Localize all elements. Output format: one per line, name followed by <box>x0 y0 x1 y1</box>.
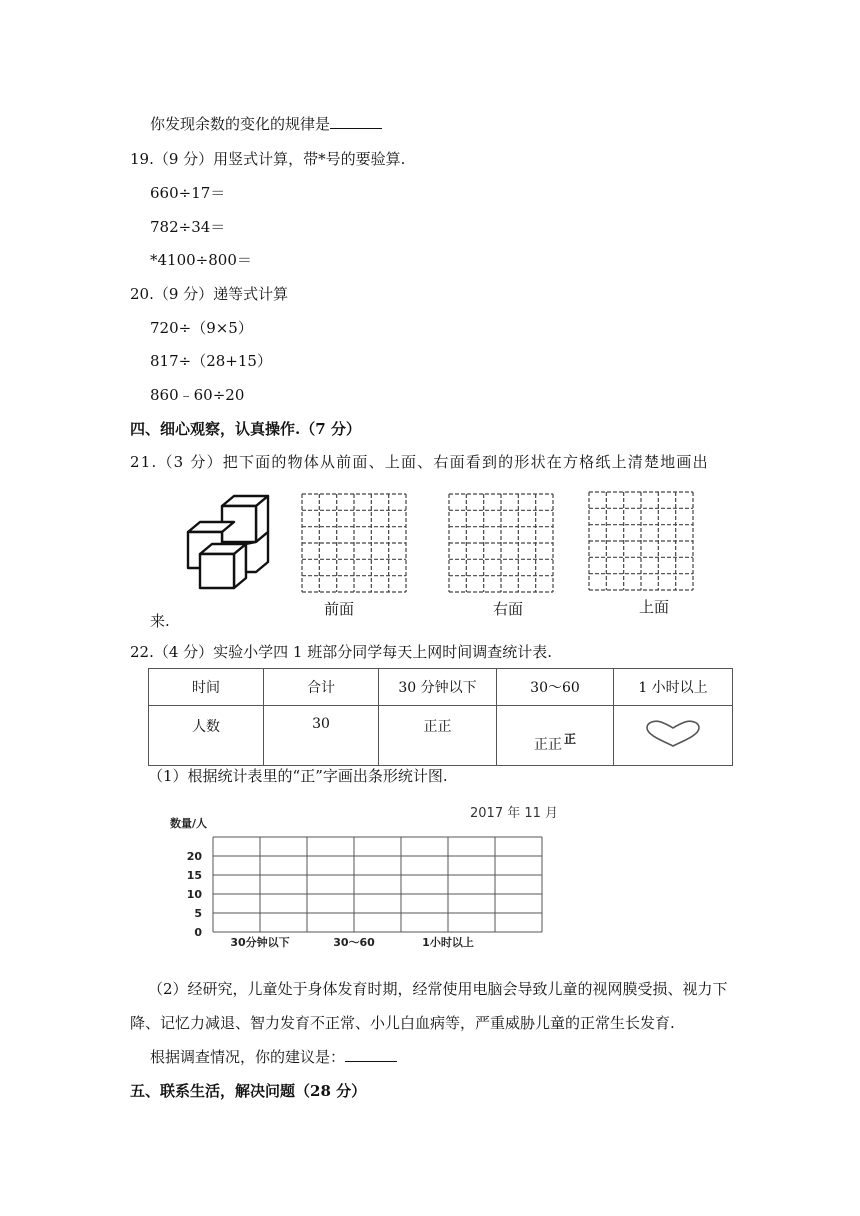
tally-partial: 正 <box>563 731 576 746</box>
q21-end: 来. <box>150 612 170 630</box>
header-under-30: 30 分钟以下 <box>379 669 497 706</box>
x-category-label: 30～60 <box>333 936 375 949</box>
q19-expr-c: *4100÷800＝ <box>150 251 252 269</box>
suggestion-blank[interactable] <box>345 1047 397 1062</box>
y-tick-label: 15 <box>186 869 202 882</box>
chart-ylabel: 数量/人 <box>170 817 208 830</box>
suggestion-text: 根据调查情况，你的建议是： <box>150 1048 346 1066</box>
survey-table <box>148 668 733 766</box>
q21-title: 21.（3 分）把下面的物体从前面、上面、右面看到的形状在方格纸上清楚地画出 <box>130 453 709 471</box>
row-label-people: 人数 <box>149 706 264 766</box>
top-view-label: 上面 <box>639 598 670 616</box>
front-view-grid[interactable] <box>298 492 410 596</box>
rule-question-line <box>150 113 382 134</box>
y-tick-label: 10 <box>186 888 202 901</box>
y-tick-label: 5 <box>194 907 202 920</box>
q20-title: 20.（9 分）递等式计算 <box>130 285 289 303</box>
suggestion-line <box>150 1046 397 1067</box>
q22-title: 22.（4 分）实验小学四 1 班部分同学每天上网时间调查统计表. <box>130 643 553 661</box>
bar-chart <box>160 800 560 952</box>
rule-question-text: 你发现余数的变化的规律是 <box>150 115 331 133</box>
q22-part2-line1: （2）经研究，儿童处于身体发育时期，经常使用电脑会导致儿童的视网膜受损、视力下 <box>148 980 728 998</box>
cell-total: 30 <box>264 706 379 766</box>
right-view-grid[interactable] <box>445 492 557 596</box>
header-time: 时间 <box>149 669 264 706</box>
cell-tally-30-60 <box>497 706 614 766</box>
q22-part1: （1）根据统计表里的“正”字画出条形统计图. <box>148 767 448 785</box>
q19-title: 19.（9 分）用竖式计算，带*号的要验算. <box>130 150 406 168</box>
x-category-label: 30分钟以下 <box>230 936 290 949</box>
tally-full: 正正 <box>533 736 562 753</box>
chart-title: 2017 年 11 月 <box>470 806 559 821</box>
cubes-figure <box>180 490 280 590</box>
header-total: 合计 <box>264 669 379 706</box>
cell-heart <box>614 706 733 766</box>
x-category-label: 1小时以上 <box>422 936 474 949</box>
q20-expr-b: 817÷（28+15） <box>150 352 272 370</box>
q20-expr-a: 720÷（9×5） <box>150 319 253 337</box>
heart-icon <box>643 719 703 749</box>
right-view-label: 右面 <box>493 600 524 618</box>
y-tick-label: 0 <box>194 926 202 939</box>
header-30-60: 30～60 <box>497 669 614 706</box>
top-view-grid[interactable] <box>585 490 697 594</box>
q22-part2-line2: 降、记忆力减退、智力发育不正常、小儿白血病等，严重威胁儿童的正常生长发育. <box>130 1014 675 1032</box>
cell-tally-under-30: 正正 <box>379 706 497 766</box>
header-over-1h: 1 小时以上 <box>614 669 733 706</box>
section-5-heading: 五、联系生活，解决问题（28 分） <box>130 1082 367 1100</box>
answer-blank[interactable] <box>330 114 382 129</box>
y-tick-label: 20 <box>186 850 202 863</box>
q19-expr-a: 660÷17＝ <box>150 184 226 202</box>
q20-expr-c: 860﹣60÷20 <box>150 386 245 404</box>
q19-expr-b: 782÷34＝ <box>150 218 226 236</box>
front-view-label: 前面 <box>324 600 355 618</box>
section-4-heading: 四、细心观察，认真操作.（7 分） <box>130 420 361 438</box>
